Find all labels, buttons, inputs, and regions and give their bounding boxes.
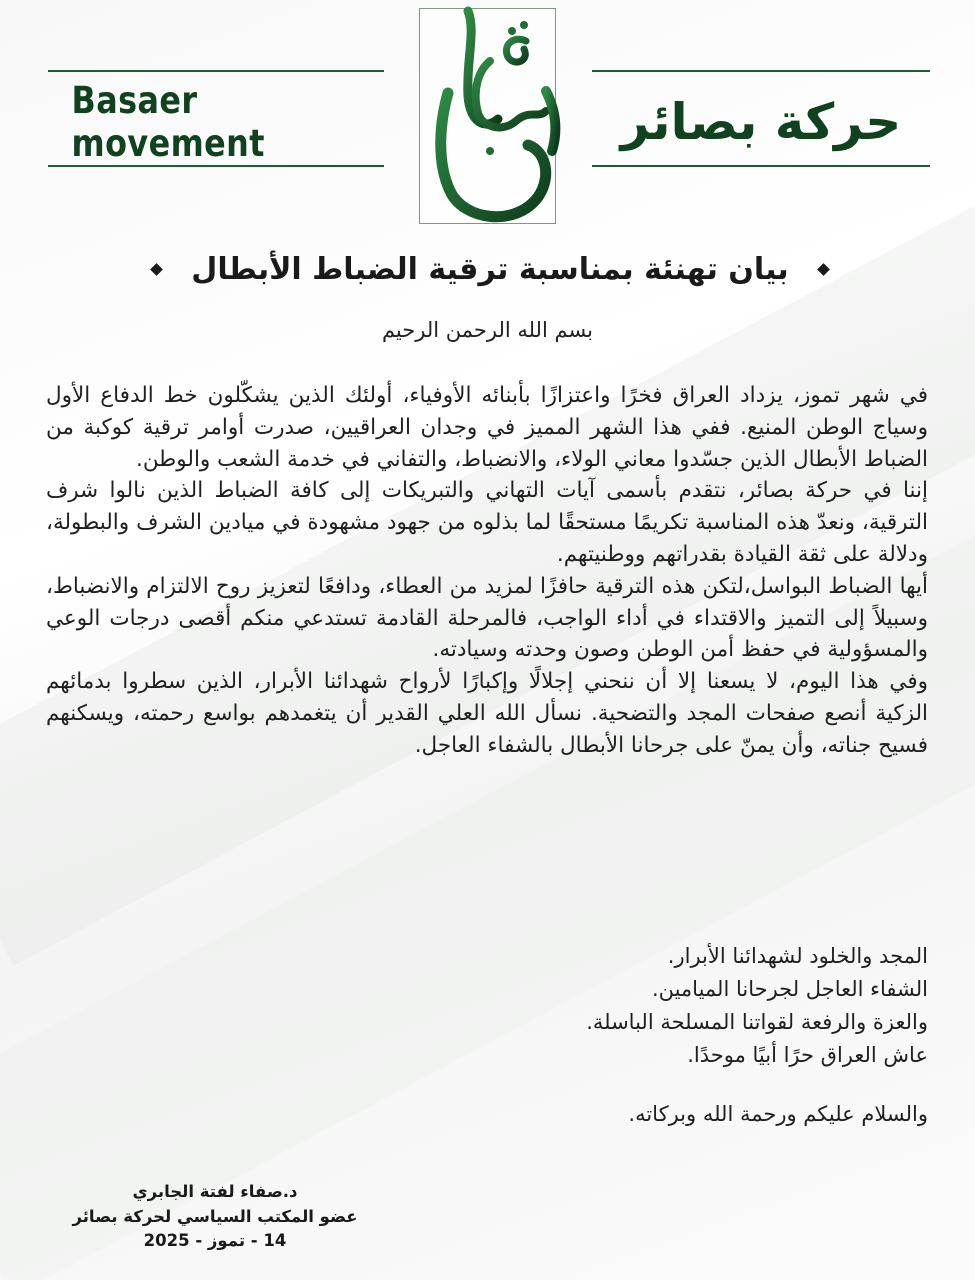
header-rule-left-bottom (48, 165, 384, 167)
body-paragraph: أيها الضباط البواسل،لتكن هذه الترقية حافزًا لمزيد من العطاء، ودافعًا لتعزيز روح الالتزام والانضباط، وسبيلاً إلى التميز والاقتداء في أداء الواجب، فالمرحلة القادمة تستدعي منكم أقصى درجات الوعي والمسؤولية في حفظ أمن الوطن وصون وحدته وسيادته. (46, 573, 928, 663)
slogan-line: والعزة والرفعة لقواتنا المسلحة الباسلة. (586, 1010, 928, 1034)
basaer-calligraphy-logo-icon (406, 1, 576, 233)
signatory-name: د.صفاء لفتة الجابري (132, 1182, 298, 1201)
movement-name-english: Basaer movement (71, 79, 265, 165)
logo-frame (419, 8, 556, 224)
body-paragraph: في شهر تموز، يزداد العراق فخرًا واعتزازًا بأبنائه الأوفياء، أولئك الذين يشكّلون خط الدفاع الأول وسياج الوطن المنيع. ففي هذا الشهر المميز في وجدان العراقيين، صدرت أوامر ترقية كوكبة من الضباط الأبطال الذين جسّدوا معاني الولاء، والانضباط، والتفاني في خدمة الشعب والوطن. (46, 383, 928, 472)
header-rule-right-bottom (592, 165, 930, 167)
body-paragraph: إننا في حركة بصائر، نتقدم بأسمى آيات التهاني والتبريكات إلى كافة الضباط الذين نالوا شرف الترقية، ونعدّ هذه المناسبة تكريمًا مستحقًا لما بذلوه من جهود مشهودة في ميادين الشرف والبطولة، ودلالة على ثقة القيادة بقدراتهم ووطنيتهم. (46, 478, 928, 567)
body-paragraph: وفي هذا اليوم، لا يسعنا إلا أن ننحني إجلالًا وإكبارًا لأرواح شهدائنا الأبرار، الذين سطروا بدمائهم الزكية أنصع صفحات المجد والتضحية. نسأل الله العلي القدير أن يتغمدهم بواسع رحمته، ويسكنهم فسيح جناته، وأن يمنّ على جرحانا الأبطال بالشفاء العاجل. (46, 669, 928, 758)
letterhead (0, 0, 975, 230)
diamond-bullet-icon (150, 263, 163, 276)
statement-title: بيان تهنئة بمناسبة ترقية الضباط الأبطال (191, 251, 789, 287)
slogans-list (46, 940, 928, 1072)
slogan-line: عاش العراق حرًا أبيًا موحدًا. (687, 1043, 928, 1067)
basmala: بسم الله الرحمن الرحيم (381, 318, 594, 342)
slogan-line: المجد والخلود لشهدائنا الأبرار. (667, 944, 928, 968)
header-rule-left-top (48, 70, 384, 72)
slogan-line: الشفاء العاجل لجرحانا الميامين. (651, 977, 928, 1001)
diamond-bullet-icon (817, 263, 830, 276)
statement-title-row (140, 244, 840, 294)
signatory-role: عضو المكتب السياسي لحركة بصائر (72, 1206, 358, 1226)
header-rule-right-top (592, 70, 930, 72)
statement-body (46, 380, 928, 762)
signature-block (30, 1180, 400, 1254)
statement-date: 14 - تموز - 2025 (143, 1231, 287, 1250)
closing-greeting: والسلام عليكم ورحمة الله وبركاته. (628, 1102, 928, 1126)
movement-name-arabic: حركة بصائر (620, 93, 902, 151)
